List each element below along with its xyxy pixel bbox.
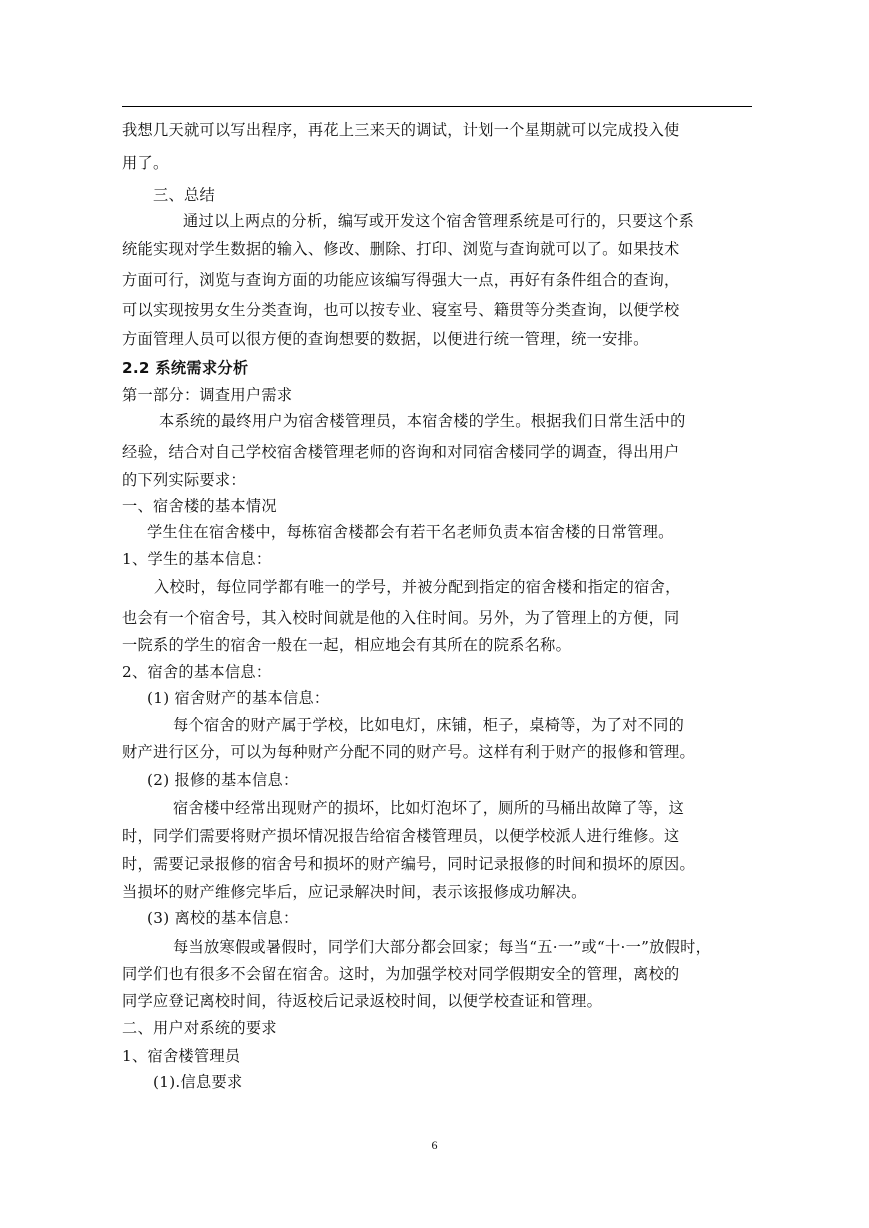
text-line: 通过以上两点的分析，编写或开发这个宿舍管理系统是可行的，只要这个系 [183, 212, 695, 230]
text-line: 本系统的最终用户为宿舍楼管理员，本宿舍楼的学生。根据我们日常生活中的 [159, 412, 686, 430]
text-line: 第一部分：调查用户需求 [122, 386, 293, 404]
text-line: 也会有一个宿舍号，其入校时间就是他的入住时间。另外，为了管理上的方便，同 [122, 609, 680, 627]
text-line: 的下列实际要求： [122, 471, 246, 489]
text-line: 每当放寒假或暑假时，同学们大部分都会回家；每当“五·一”或“十·一”放假时， [173, 938, 712, 956]
text-line: 方面可行，浏览与查询方面的功能应该编写得强大一点，再好有条件组合的查询， [122, 271, 680, 289]
text-line: 二、用户对系统的要求 [122, 1019, 277, 1037]
text-line: 1、学生的基本信息： [122, 550, 272, 568]
text-line: 可以实现按男女生分类查询，也可以按专业、寝室号、籍贯等分类查询，以便学校 [122, 301, 680, 319]
text-line: 一、宿舍楼的基本情况 [122, 497, 277, 515]
text-line: (3) 离校的基本信息： [147, 909, 299, 927]
text-line: 1、宿舍楼管理员 [122, 1047, 241, 1065]
text-line: 每个宿舍的财产属于学校，比如电灯，床铺，柜子，桌椅等，为了对不同的 [173, 716, 685, 734]
text-line: (1).信息要求 [153, 1073, 243, 1091]
text-line: 宿舍楼中经常出现财产的损坏，比如灯泡坏了，厕所的马桶出故障了等，这 [173, 799, 685, 817]
text-line: 入校时，每位同学都有唯一的学号，并被分配到指定的宿舍楼和指定的宿舍， [154, 578, 681, 596]
text-line: 时，同学们需要将财产损坏情况报告给宿舍楼管理员，以便学校派人进行维修。这 [122, 827, 680, 845]
text-line: 同学应登记离校时间，待返校后记录返校时间，以便学校查证和管理。 [122, 992, 603, 1010]
text-line: 用了。 [122, 154, 169, 172]
text-line: 一院系的学生的宿舍一般在一起，相应地会有其所在的院系名称。 [122, 636, 572, 654]
header-rule [122, 106, 752, 107]
text-line: 学生住在宿舍楼中，每栋宿舍楼都会有若干名老师负责本宿舍楼的日常管理。 [147, 523, 674, 541]
text-line: 同学们也有很多不会留在宿舍。这时，为加强学校对同学假期安全的管理，离校的 [122, 965, 680, 983]
page-number: 6 [431, 1138, 438, 1152]
text-line: (1) 宿舍财产的基本信息： [147, 689, 330, 707]
text-line: 时，需要记录报修的宿舍号和损坏的财产编号，同时记录报修的时间和损坏的原因。 [122, 855, 696, 873]
text-line: (2) 报修的基本信息： [147, 771, 299, 789]
text-line: 当损坏的财产维修完毕后，应记录解决时间，表示该报修成功解决。 [122, 883, 587, 901]
text-line: 统能实现对学生数据的输入、修改、删除、打印、浏览与查询就可以了。如果技术 [122, 240, 680, 258]
text-line: 方面管理人员可以很方便的查询想要的数据，以便进行统一管理，统一安排。 [122, 330, 649, 348]
text-line: 2、宿舍的基本信息： [122, 663, 272, 681]
text-line: 我想几天就可以写出程序，再花上三来天的调试，计划一个星期就可以完成投入使 [122, 121, 680, 139]
section-heading: 三、总结 [153, 186, 215, 204]
section-title: 2.2 系统需求分析 [122, 359, 249, 377]
text-line: 财产进行区分，可以为每种财产分配不同的财产号。这样有利于财产的报修和管理。 [122, 743, 696, 761]
text-line: 经验，结合对自己学校宿舍楼管理老师的咨询和对同宿舍楼同学的调查，得出用户 [122, 443, 680, 461]
